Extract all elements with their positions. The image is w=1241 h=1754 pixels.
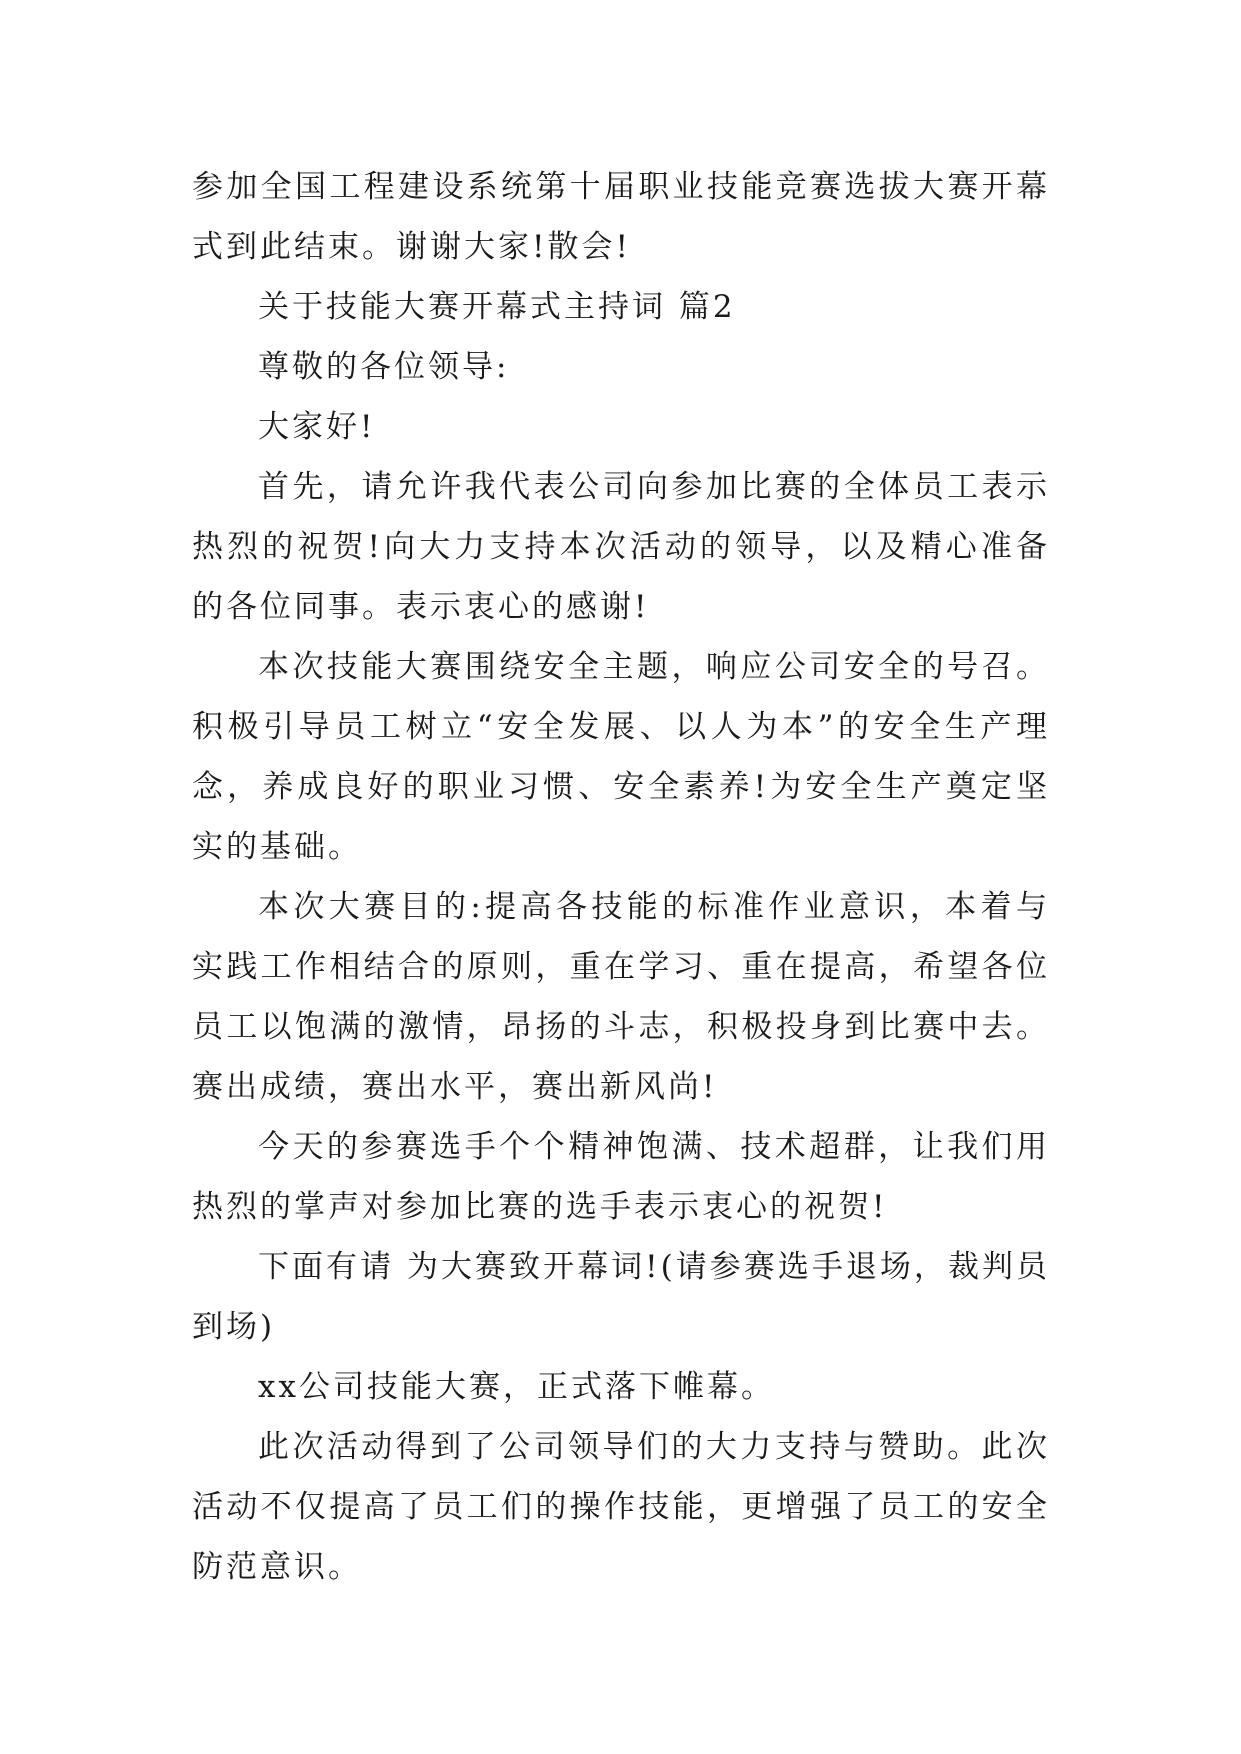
paragraph-contest-purpose: 本次大赛目的:提高各技能的标准作业意识，本着与实践工作相结合的原则，重在学习、重在提高，希望各位员工以饱满的激情，昂扬的斗志，积极投身到比赛中去。赛出成绩，赛出水平，赛出新风尚!: [192, 889, 1050, 1105]
paragraph-opening-speech: 下面有请 为大赛致开幕词!(请参赛选手退场，裁判员到场): [192, 1249, 1050, 1345]
paragraph-safety-theme: 本次技能大赛围绕安全主题，响应公司安全的号召。积极引导员工树立“安全发展、以人为本”的安全生产理念，养成良好的职业习惯、安全素养!为安全生产奠定坚实的基础。: [192, 649, 1050, 865]
document-body: [192, 157, 1050, 1597]
paragraph-contestants: 今天的参赛选手个个精神饱满、技术超群，让我们用热烈的掌声对参加比赛的选手表示衷心的祝贺!: [192, 1129, 1050, 1225]
paragraph-salutation: 尊敬的各位领导:: [258, 349, 510, 385]
section-heading: 关于技能大赛开幕式主持词 篇2: [258, 289, 736, 325]
paragraph-closing-remarks: 参加全国工程建设系统第十届职业技能竞赛选拔大赛开幕式到此结束。谢谢大家!散会!: [192, 169, 1050, 265]
paragraph-congratulations: 首先，请允许我代表公司向参加比赛的全体员工表示热烈的祝贺!向大力支持本次活动的领导，以及精心准备的各位同事。表示衷心的感谢!: [192, 469, 1050, 625]
paragraph-greeting: 大家好!: [258, 409, 376, 445]
paragraph-summary: 此次活动得到了公司领导们的大力支持与赞助。此次活动不仅提高了员工们的操作技能，更增强了员工的安全防范意识。: [192, 1429, 1050, 1585]
paragraph-closing: xx公司技能大赛，正式落下帷幕。: [258, 1369, 775, 1405]
